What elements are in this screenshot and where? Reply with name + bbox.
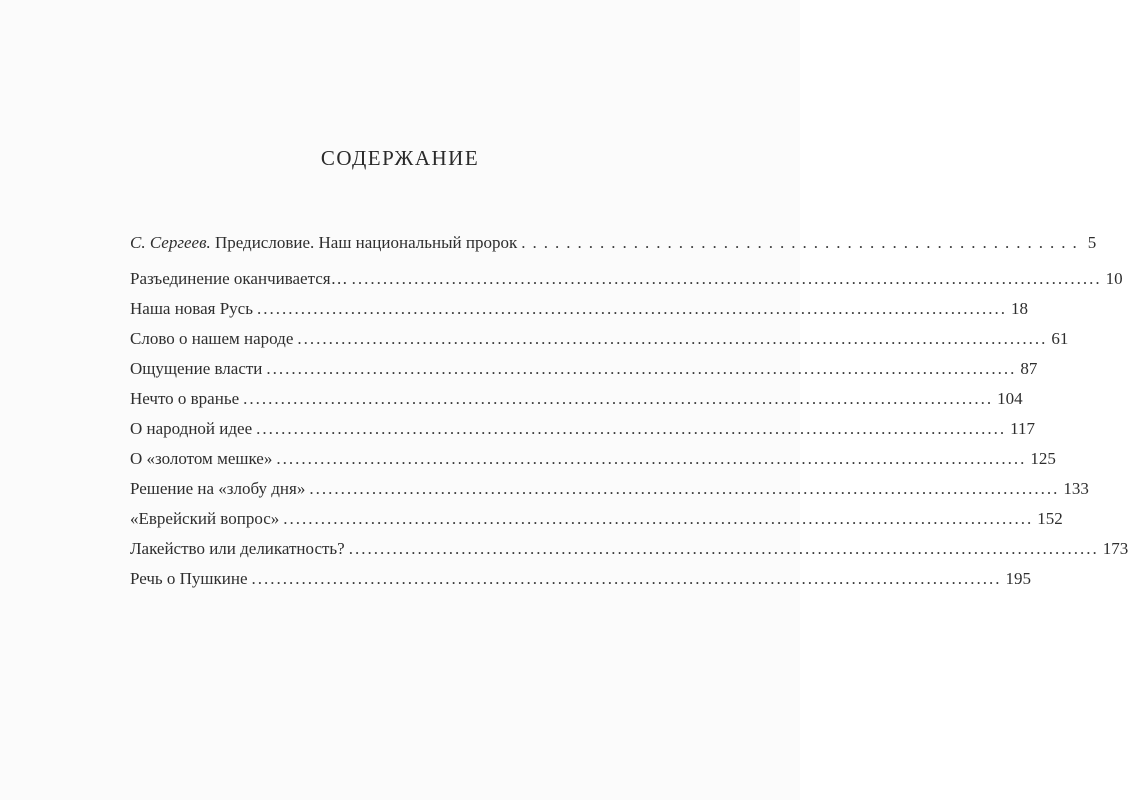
toc-entry-title: О «золотом мешке» [130,449,273,468]
toc-entry-title: Предисловие. Наш национальный пророк [214,233,518,252]
toc-entry [130,264,1123,294]
toc-entry-page: 61 [1051,329,1069,348]
dot-leader: ........................................................................................................................ [348,539,1099,558]
toc-entry-page: 104 [997,389,1023,408]
dot-leader: ........................................................................................................................ [256,299,1007,318]
toc-entry [130,474,1089,504]
dot-leader: ........................................................................................................................ [266,359,1017,378]
dot-leader: ........................................................................................................................ [276,449,1027,468]
toc-entry-page: 18 [1010,299,1028,318]
dot-leader: ........................................................................................................................ [243,389,994,408]
toc-entry-title: Нечто о вранье [130,389,240,408]
table-of-contents [130,228,1128,594]
toc-entry-preface [130,228,1097,258]
toc-entry-page: 117 [1010,419,1035,438]
toc-entry [130,504,1063,534]
toc-entry-title: Речь о Пушкине [130,569,248,588]
dot-leader: ........................................................................................................................ [351,269,1102,288]
toc-entry [130,444,1056,474]
toc-entry [130,294,1028,324]
contents-heading: СОДЕРЖАНИЕ [320,146,480,170]
toc-entry-title: Ощущение власти [130,359,263,378]
toc-entry-page: 152 [1037,509,1063,528]
toc-entry-page: 173 [1102,539,1128,558]
toc-entry [130,384,1023,414]
dot-leader: ........................................................................................................................ [297,329,1048,348]
dot-leader: ........................................................................................................................ [283,509,1034,528]
dot-leader: ........................................................................................................................ [251,569,1002,588]
toc-entry [130,324,1069,354]
toc-entry-title: «Еврейский вопрос» [130,509,280,528]
toc-entry-title: Слово о нашем народе [130,329,294,348]
toc-entry [130,564,1032,594]
toc-entry-page: 133 [1063,479,1089,498]
toc-entry [130,354,1038,384]
dot-leader: .................................................. [521,233,1084,252]
toc-entry-page: 195 [1005,569,1032,588]
dot-leader: ........................................................................................................................ [256,419,1007,438]
toc-entry-page: 125 [1030,449,1056,468]
toc-entry [130,534,1128,564]
toc-entry-page: 87 [1020,359,1038,378]
toc-entry-title: Лакейство или деликатность? [130,539,345,558]
toc-entry [130,414,1035,444]
toc-entry-title: Наша новая Русь [130,299,253,318]
toc-entry-page: 5 [1087,233,1097,252]
toc-entry-title: Разъединение оканчивается… [130,269,348,288]
toc-entry-title: О народной идее [130,419,253,438]
dot-leader: ........................................................................................................................ [309,479,1060,498]
toc-entry-page: 10 [1105,269,1123,288]
toc-entry-author: С. Сергеев. [130,233,211,252]
toc-entry-title: Решение на «злобу дня» [130,479,306,498]
toc-entry-label [130,228,517,258]
